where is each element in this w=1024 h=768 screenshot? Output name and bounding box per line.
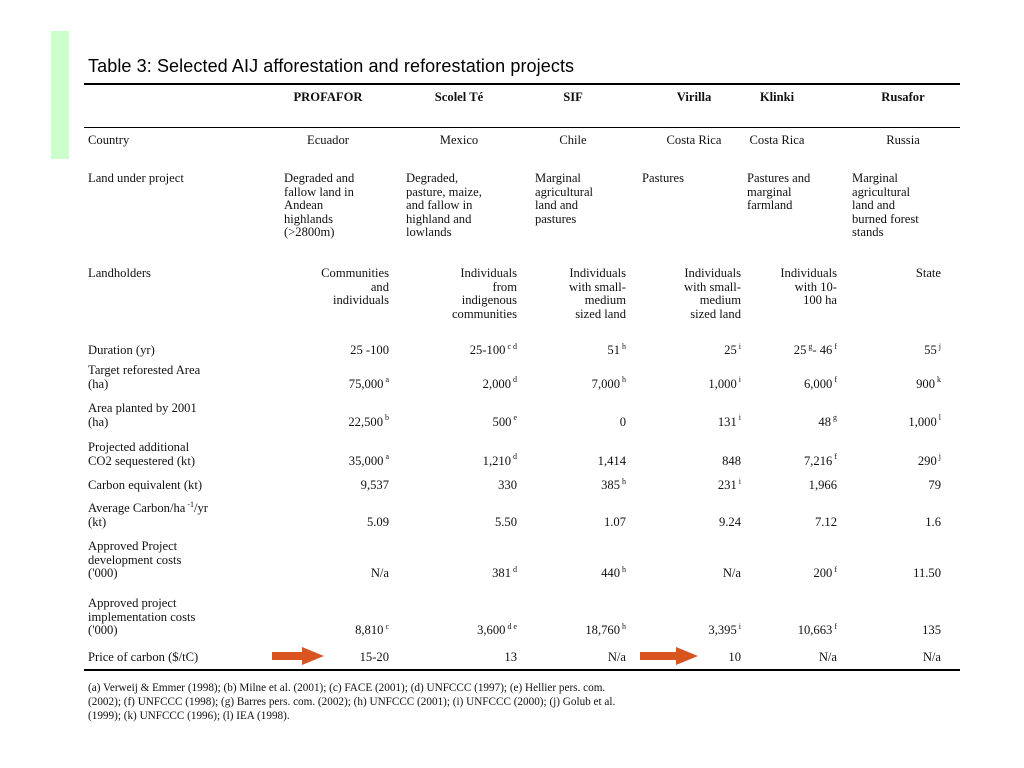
table-cell: 10,663 $^f$ [797, 621, 837, 637]
table-cell: Ecuador [307, 133, 349, 147]
table-cell: 1.6 [925, 514, 941, 529]
table-title: Table 3: Selected AIJ afforestation and reforestation projects [88, 56, 575, 76]
table-cell: land and [852, 198, 896, 212]
footnote-marker: i [738, 476, 741, 486]
column-header: Klinki [759, 90, 795, 104]
table-cell: and fallow in [406, 198, 473, 212]
table-cell: lowlands [406, 225, 452, 239]
table-cell: 1,966 [808, 478, 837, 492]
row-label: Approved Project [88, 539, 178, 553]
table-cell: 0 [619, 414, 626, 429]
table-cell: Individuals [684, 266, 741, 280]
table-cell: 200 $^f$ [813, 564, 837, 580]
table-cell: Marginal [535, 171, 581, 185]
table-cell: Mexico [439, 133, 479, 147]
table-cell: Degraded and [284, 171, 355, 185]
column-header: PROFAFOR [293, 90, 363, 104]
table-cell: State [915, 266, 941, 280]
table-cell: Communities [321, 266, 389, 280]
table-cell: burned forest [852, 211, 919, 226]
table-cell: marginal [747, 184, 792, 199]
table-cell: agricultural [852, 184, 911, 199]
footnote-line: (a) Verweij & Emmer (1998); (b) Milne et al. (2001); (c) FACE (2001); (d) UNFCCC (1997); (e) Hellier pers. com. [88, 682, 606, 694]
row-label: Area planted by 2001 [88, 401, 197, 415]
table-cell: Individuals [460, 266, 517, 280]
footnote-marker: a [385, 452, 389, 462]
footnote-marker: a [385, 375, 389, 385]
table-cell: with small- [683, 279, 741, 294]
table-cell: 3,600 $^{d e}$ [477, 621, 517, 637]
table-cell: 135 [922, 623, 941, 637]
table-cell: N/a [370, 566, 389, 580]
row-label: CO2 sequestered (kt) [88, 453, 196, 468]
column-header: Virilla [676, 90, 712, 104]
table-cell: 381 $^d$ [492, 564, 517, 580]
footnote-marker: h [622, 564, 626, 574]
table-cell: 75,000 $^a$ [348, 375, 389, 391]
footnote-marker: -1 [187, 499, 194, 509]
table-cell: indigenous [461, 293, 517, 307]
row-label: development costs [88, 552, 182, 567]
table-cell: Individuals [569, 266, 626, 280]
column-header: Rusafor [881, 90, 925, 104]
row-label: Price of carbon ($/tC) [88, 650, 199, 664]
footnote-marker: f [834, 341, 837, 351]
table-cell: pasture, maize, [406, 184, 482, 199]
table-cell: (>2800m) [284, 225, 335, 239]
footnote-marker: d [513, 375, 517, 385]
table-cell: 131 $^i$ [717, 413, 741, 429]
table-cell: Costa Rica [666, 133, 722, 147]
table-cell: medium [699, 293, 741, 307]
footnote-marker: f [834, 564, 837, 574]
footnote-marker: j [938, 452, 941, 462]
row-label: Country [88, 133, 130, 147]
green-side-bar [51, 31, 69, 159]
table-cell: sized land [575, 306, 626, 321]
table-cell: 22,500 $^b$ [348, 413, 389, 429]
table-cell: 440 $^h$ [601, 564, 626, 580]
table-cell: with small- [568, 279, 626, 294]
table-cell: 5.50 [494, 514, 517, 529]
row-label: implementation costs [88, 609, 196, 624]
table-cell: 48 $^g$ [818, 413, 837, 429]
table-cell: pastures [535, 211, 577, 226]
table-cell: 55 $^j$ [924, 341, 941, 357]
row-label: Landholders [88, 266, 151, 280]
row-label: (ha) [88, 376, 109, 391]
table-cell: 1,000 $^l$ [908, 413, 941, 429]
footnote-marker: i [738, 375, 741, 385]
table-cell: 500 $^e$ [492, 413, 517, 429]
table-cell: Marginal [852, 171, 898, 185]
table-cell: 51 $^h$ [607, 341, 626, 357]
table-cell: 25 -100 [350, 343, 389, 357]
table-cell: sized land [690, 306, 741, 321]
table-cell: 15-20 [359, 650, 389, 664]
footnote-marker: i [738, 413, 741, 423]
table-cell: Russia [886, 133, 920, 147]
table-cell: 25 $^i$ [724, 341, 741, 357]
table-cell: 7,000 $^h$ [591, 375, 626, 391]
footnote-marker: i [738, 341, 741, 351]
table-cell: and [370, 279, 389, 294]
row-label: (kt) [88, 514, 107, 529]
row-label: (ha) [88, 414, 109, 429]
table-cell: 18,760 $^h$ [585, 621, 626, 637]
table-cell: 100 ha [803, 293, 837, 307]
footnote-marker: h [622, 476, 626, 486]
table-cell: N/a [722, 566, 741, 580]
footnote-marker: l [938, 413, 941, 423]
table-cell: 79 [928, 478, 941, 492]
table-cell: 7,216 $^f$ [803, 452, 837, 468]
footnote-line: (1999); (k) UNFCCC (1996); (l) IEA (1998). [88, 710, 290, 723]
table-cell: 1,000 $^i$ [708, 375, 741, 391]
table-cell: agricultural [535, 184, 594, 199]
row-label: Projected additional [88, 440, 190, 454]
table-cell: 231 $^i$ [717, 476, 741, 492]
table-cell: 3,395 $^i$ [708, 621, 741, 637]
row-label: ('000) [88, 623, 118, 637]
row-label: ('000) [88, 566, 118, 580]
table-cell: Pastures [642, 171, 684, 185]
right-arrow-icon [272, 647, 324, 665]
table-cell: 25 $^g$- 46 $^f$ [793, 341, 837, 357]
footnote-marker: g [808, 341, 813, 351]
table-cell: N/a [922, 650, 941, 664]
table-cell: 6,000 $^f$ [803, 375, 837, 391]
table-cell: land and [535, 198, 579, 212]
footnote-marker: e [513, 413, 517, 423]
table-cell: 1,210 $^d$ [482, 452, 517, 468]
row-label: Approved project [88, 596, 177, 610]
table-cell: 385 $^h$ [601, 476, 626, 492]
table-cell: N/a [607, 650, 626, 664]
table-cell: 9,537 [360, 478, 389, 492]
row-label: Land under project [88, 171, 184, 185]
footnote-marker: f [834, 621, 837, 631]
table-cell: Costa Rica [749, 133, 805, 147]
table-bottom-rule [84, 669, 960, 671]
footnote-marker: d [513, 564, 517, 574]
table-cell: farmland [747, 198, 793, 212]
footnote-marker: j [938, 341, 941, 351]
row-label: Carbon equivalent (kt) [88, 478, 203, 492]
table-cell: Chile [559, 133, 587, 147]
footnote-marker: d [513, 452, 517, 462]
right-arrow-icon [640, 647, 698, 665]
footnote-marker: b [385, 413, 389, 423]
table-cell: 330 [498, 478, 517, 492]
table-cell: communities [451, 306, 517, 321]
table-cell: 10 [728, 650, 741, 664]
table-cell: 8,810 $^c$ [355, 621, 389, 637]
table-header-rule [84, 127, 960, 128]
footnote-marker: d e [507, 621, 517, 631]
table-cell: 1.07 [603, 514, 626, 529]
table-cell: with 10- [794, 279, 837, 294]
row-label: Duration (yr) [88, 343, 155, 357]
table-cell: 5.09 [366, 514, 389, 529]
table-cell: Andean [284, 198, 324, 212]
table-top-rule [84, 83, 960, 85]
table-cell: 848 [722, 453, 741, 468]
table-cell: 13 [504, 650, 517, 664]
table-cell: 11.50 [913, 566, 941, 580]
footnote-marker: f [834, 452, 837, 462]
table-cell: 1,414 [597, 453, 626, 468]
footnotes [88, 681, 958, 724]
table-cell: fallow land in [284, 184, 354, 199]
table-cell: Pastures and [747, 171, 811, 185]
table-cell: Degraded, [406, 171, 459, 185]
table-cell: 9.24 [718, 514, 741, 529]
table-cell: 290 $^j$ [917, 452, 941, 468]
table-cell: highlands [284, 211, 333, 226]
footnote-marker: h [622, 375, 626, 385]
table-cell: 7.12 [814, 514, 837, 529]
table-cell: medium [584, 293, 626, 307]
table-cell: from [492, 279, 517, 294]
footnote-line: (2002); (f) UNFCCC (1998); (g) Barres pers. com. (2002); (h) UNFCCC (2001); (i) UNFCCC (2000); (j) Golub et al. [88, 696, 616, 709]
table-cell: N/a [818, 650, 837, 664]
table-cell: Individuals [780, 266, 837, 280]
table-cell: 35,000 $^a$ [348, 452, 389, 468]
footnote-marker: i [738, 621, 741, 631]
column-header: Scolel Té [434, 90, 484, 104]
footnote-marker: c [385, 621, 389, 631]
footnote-marker: h [622, 621, 626, 631]
row-label: Target reforested Area [88, 363, 201, 377]
footnote-marker: h [622, 341, 626, 351]
footnote-marker: c d [507, 341, 517, 351]
table-cell: 2,000 $^d$ [482, 375, 517, 391]
footnote-marker: f [834, 375, 837, 385]
table-cell: highland and [406, 211, 472, 226]
footnote-marker: k [937, 375, 941, 385]
table-cell: 900 $^k$ [916, 375, 941, 391]
table-cell: stands [852, 225, 884, 239]
column-header: SIF [563, 90, 583, 104]
footnote-marker: g [833, 413, 837, 423]
table-cell: individuals [333, 293, 389, 307]
table-cell: 25-100 $^{c d}$ [469, 341, 517, 357]
row-label: Average Carbon/ha $^{-1}$/yr [88, 499, 208, 515]
